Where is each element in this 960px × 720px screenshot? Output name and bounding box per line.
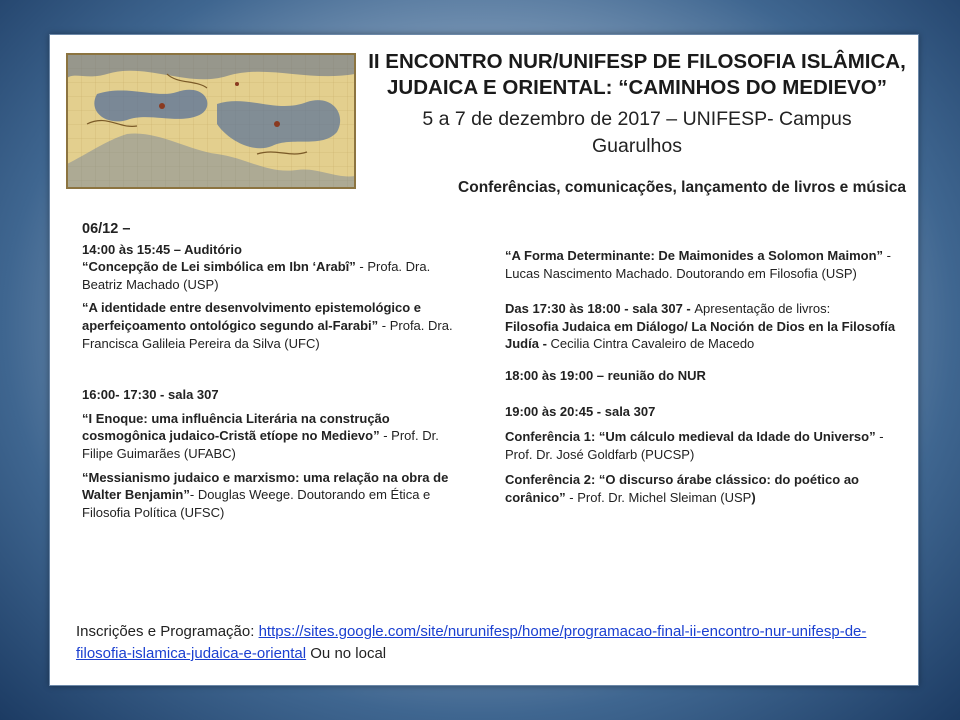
event-tagline: Conferências, comunicações, lançamento de livros e música bbox=[458, 179, 906, 196]
conference-title: Conferência 1: “Um cálculo medieval da Idade do Universo” bbox=[505, 429, 876, 445]
book-titles: Filosofia Judaica em Diálogo/ La Noción de Dios en la Filosofía Judía - bbox=[505, 318, 896, 352]
talk-speaker: - Lucas Nascimento Machado. Doutorando em Filosofia (USP) bbox=[505, 248, 891, 281]
conference-item bbox=[505, 428, 900, 463]
talk-title: “Concepção de Lei simbólica em Ibn ‘Arabî” bbox=[82, 259, 356, 275]
meeting-slot: 18:00 às 19:00 – reunião do NUR bbox=[505, 367, 706, 383]
book-launch-item bbox=[505, 300, 900, 353]
talk-title: “A identidade entre desenvolvimento epistemológico e aperfeiçoamento ontológico segundo al-Farabi” bbox=[82, 300, 422, 333]
date-line-2: Guarulhos bbox=[592, 135, 682, 157]
conference-speaker: - Prof. Dr. Michel Sleiman (USP bbox=[565, 489, 752, 505]
talk-title: “A Forma Determinante: De Maimonides a Solomon Maimon” bbox=[505, 248, 884, 263]
registration-suffix: Ou no local bbox=[306, 645, 387, 662]
conference-title: Conferência 2: “O discurso árabe clássico: do poético ao corânico” bbox=[505, 472, 859, 505]
registration-label: Inscrições e Programação: bbox=[76, 623, 259, 640]
talk-item bbox=[82, 469, 462, 522]
schedule-left-column bbox=[82, 221, 462, 521]
talk-item bbox=[82, 299, 462, 352]
title-line-1: II ENCONTRO NUR/UNIFESP DE FILOSOFIA ISLÂMICA, bbox=[368, 50, 906, 73]
talk-speaker: - Douglas Weege. Doutorando em Ética e Filosofia Política (UFSC) bbox=[82, 487, 431, 520]
talk-title: “I Enoque: uma influência Literária na construção cosmogônica judaico-Cristã etíope no Medievo” bbox=[82, 410, 390, 444]
event-title bbox=[368, 49, 906, 101]
talk-speaker: - Profa. Dra. Beatriz Machado (USP) bbox=[82, 259, 431, 292]
slot-time: 14:00 às 15:45 – Auditório bbox=[82, 241, 242, 257]
registration-footer bbox=[76, 621, 906, 665]
date-line-1: 5 a 7 de dezembro de 2017 – UNIFESP- Campus bbox=[422, 108, 852, 130]
talk-title: “Messianismo judaico e marxismo: uma relação na obra de Walter Benjamin” bbox=[82, 469, 449, 503]
talk-item bbox=[82, 410, 462, 463]
talk-item bbox=[82, 258, 462, 293]
slot-time: 16:00- 17:30 - sala 307 bbox=[82, 387, 219, 403]
talk-speaker: - Prof. Dr. Filipe Guimarães (UFABC) bbox=[82, 428, 439, 461]
medieval-map-image bbox=[66, 53, 356, 189]
slot-description: Apresentação de livros: bbox=[694, 301, 831, 317]
day-heading: 06/12 – bbox=[82, 221, 131, 237]
event-date-location bbox=[368, 106, 906, 160]
title-line-2: JUDAICA E ORIENTAL: “CAMINHOS DO MEDIEVO” bbox=[387, 76, 887, 99]
conference-speaker: - Prof. Dr. José Goldfarb (PUCSP) bbox=[505, 429, 884, 462]
talk-item bbox=[505, 247, 900, 282]
schedule-right-column bbox=[505, 247, 900, 507]
poster-card bbox=[49, 34, 919, 686]
conference-item bbox=[505, 471, 900, 506]
slot-time: 19:00 às 20:45 - sala 307 bbox=[505, 403, 656, 419]
slot-time: Das 17:30 às 18:00 - sala 307 - bbox=[505, 301, 695, 317]
closing-paren: ) bbox=[751, 489, 756, 505]
talk-speaker: - Profa. Dra. Francisca Galileia Pereira da Silva (UFC) bbox=[82, 317, 453, 351]
registration-link[interactable]: https://sites.google.com/site/nurunifesp/home/programacao-final-ii-encontro-nur-unifesp-de-filosofia-islamica-judaica-e-oriental bbox=[76, 623, 867, 662]
book-author: Cecilia Cintra Cavaleiro de Macedo bbox=[550, 336, 755, 352]
